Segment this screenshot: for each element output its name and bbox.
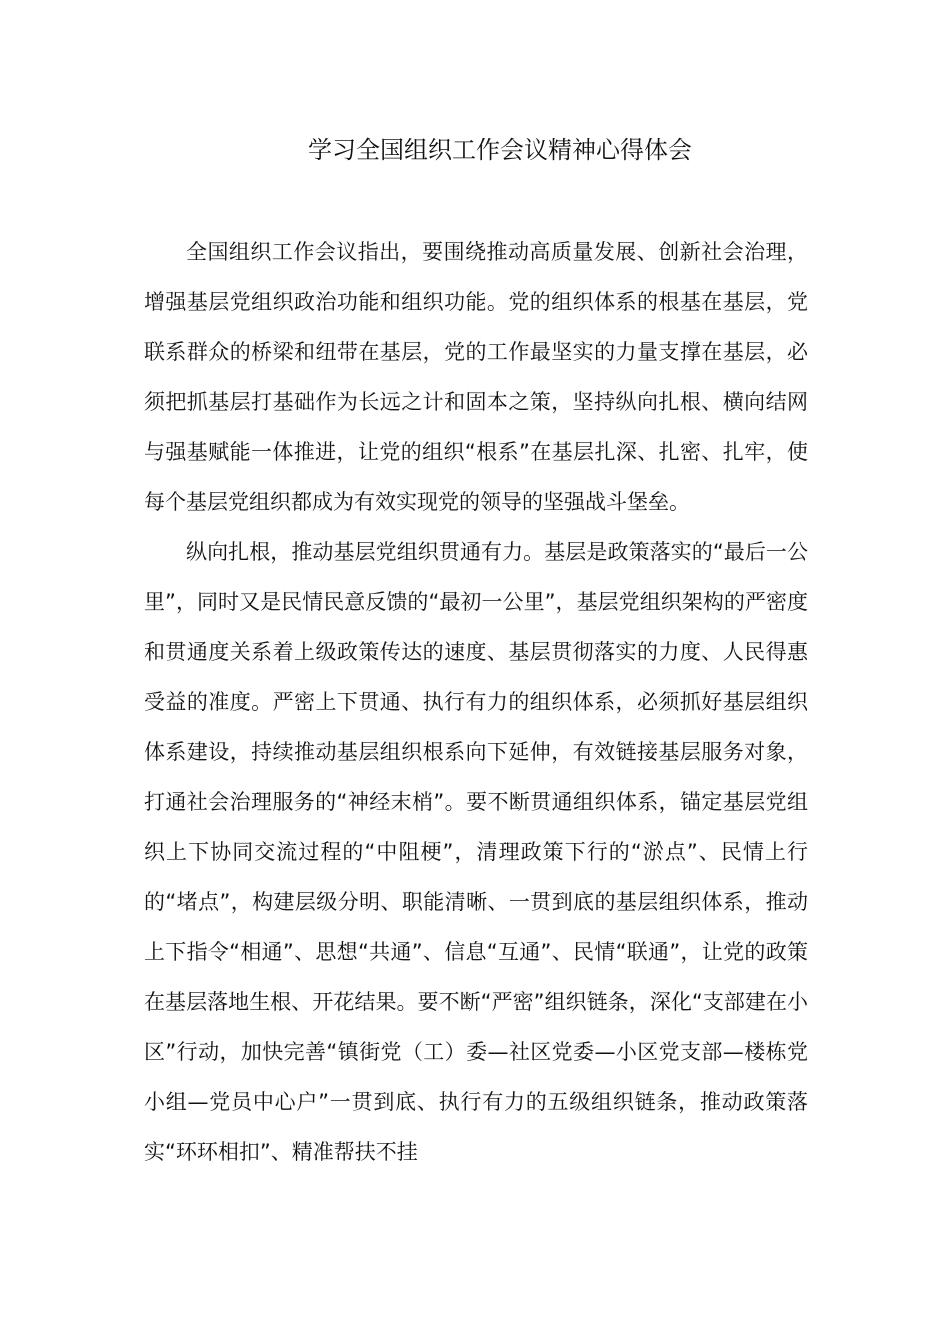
- document-body: [144, 227, 808, 1177]
- paragraph-1: 全国组织工作会议指出，要围绕推动高质量发展、创新社会治理，增强基层党组织政治功能和组织功能。党的组织体系的根基在基层，党联系群众的桥梁和纽带在基层，党的工作最坚实的力量支撑在基层，必须把抓基层打基础作为长远之计和固本之策，坚持纵向扎根、横向结网与强基赋能一体推进，让党的组织“根系”在基层扎深、扎密、扎牢，使每个基层党组织都成为有效实现党的领导的坚强战斗堡垒。: [144, 240, 808, 514]
- paragraph-2: 纵向扎根，推动基层党组织贯通有力。基层是政策落实的“最后一公里”，同时又是民情民意反馈的“最初一公里”，基层党组织架构的严密度和贯通度关系着上级政策传达的速度、基层贯彻落实的力度、人民得惠受益的准度。严密上下贯通、执行有力的组织体系，必须抓好基层组织体系建设，持续推动基层组织根系向下延伸，有效链接基层服务对象，打通社会治理服务的“神经末梢”。要不断贯通组织体系，锚定基层党组织上下协同交流过程的“中阻梗”，清理政策下行的“淤点”、民情上行的“堵点”，构建层级分明、职能清晰、一贯到底的基层组织体系，推动上下指令“相通”、思想“共通”、信息“互通”、民情“联通”，让党的政策在基层落地生根、开花结果。要不断“严密”组织链条，深化“支部建在小区”行动，加快完善“镇街党（工）委—社区党委—小区党支部—楼栋党小组—党员中心户”一贯到底、执行有力的五级组织链条，推动政策落实“环环相扣”、精准帮扶不挂: [144, 540, 808, 1164]
- document-title: 学习全国组织工作会议精神心得体会: [308, 136, 692, 164]
